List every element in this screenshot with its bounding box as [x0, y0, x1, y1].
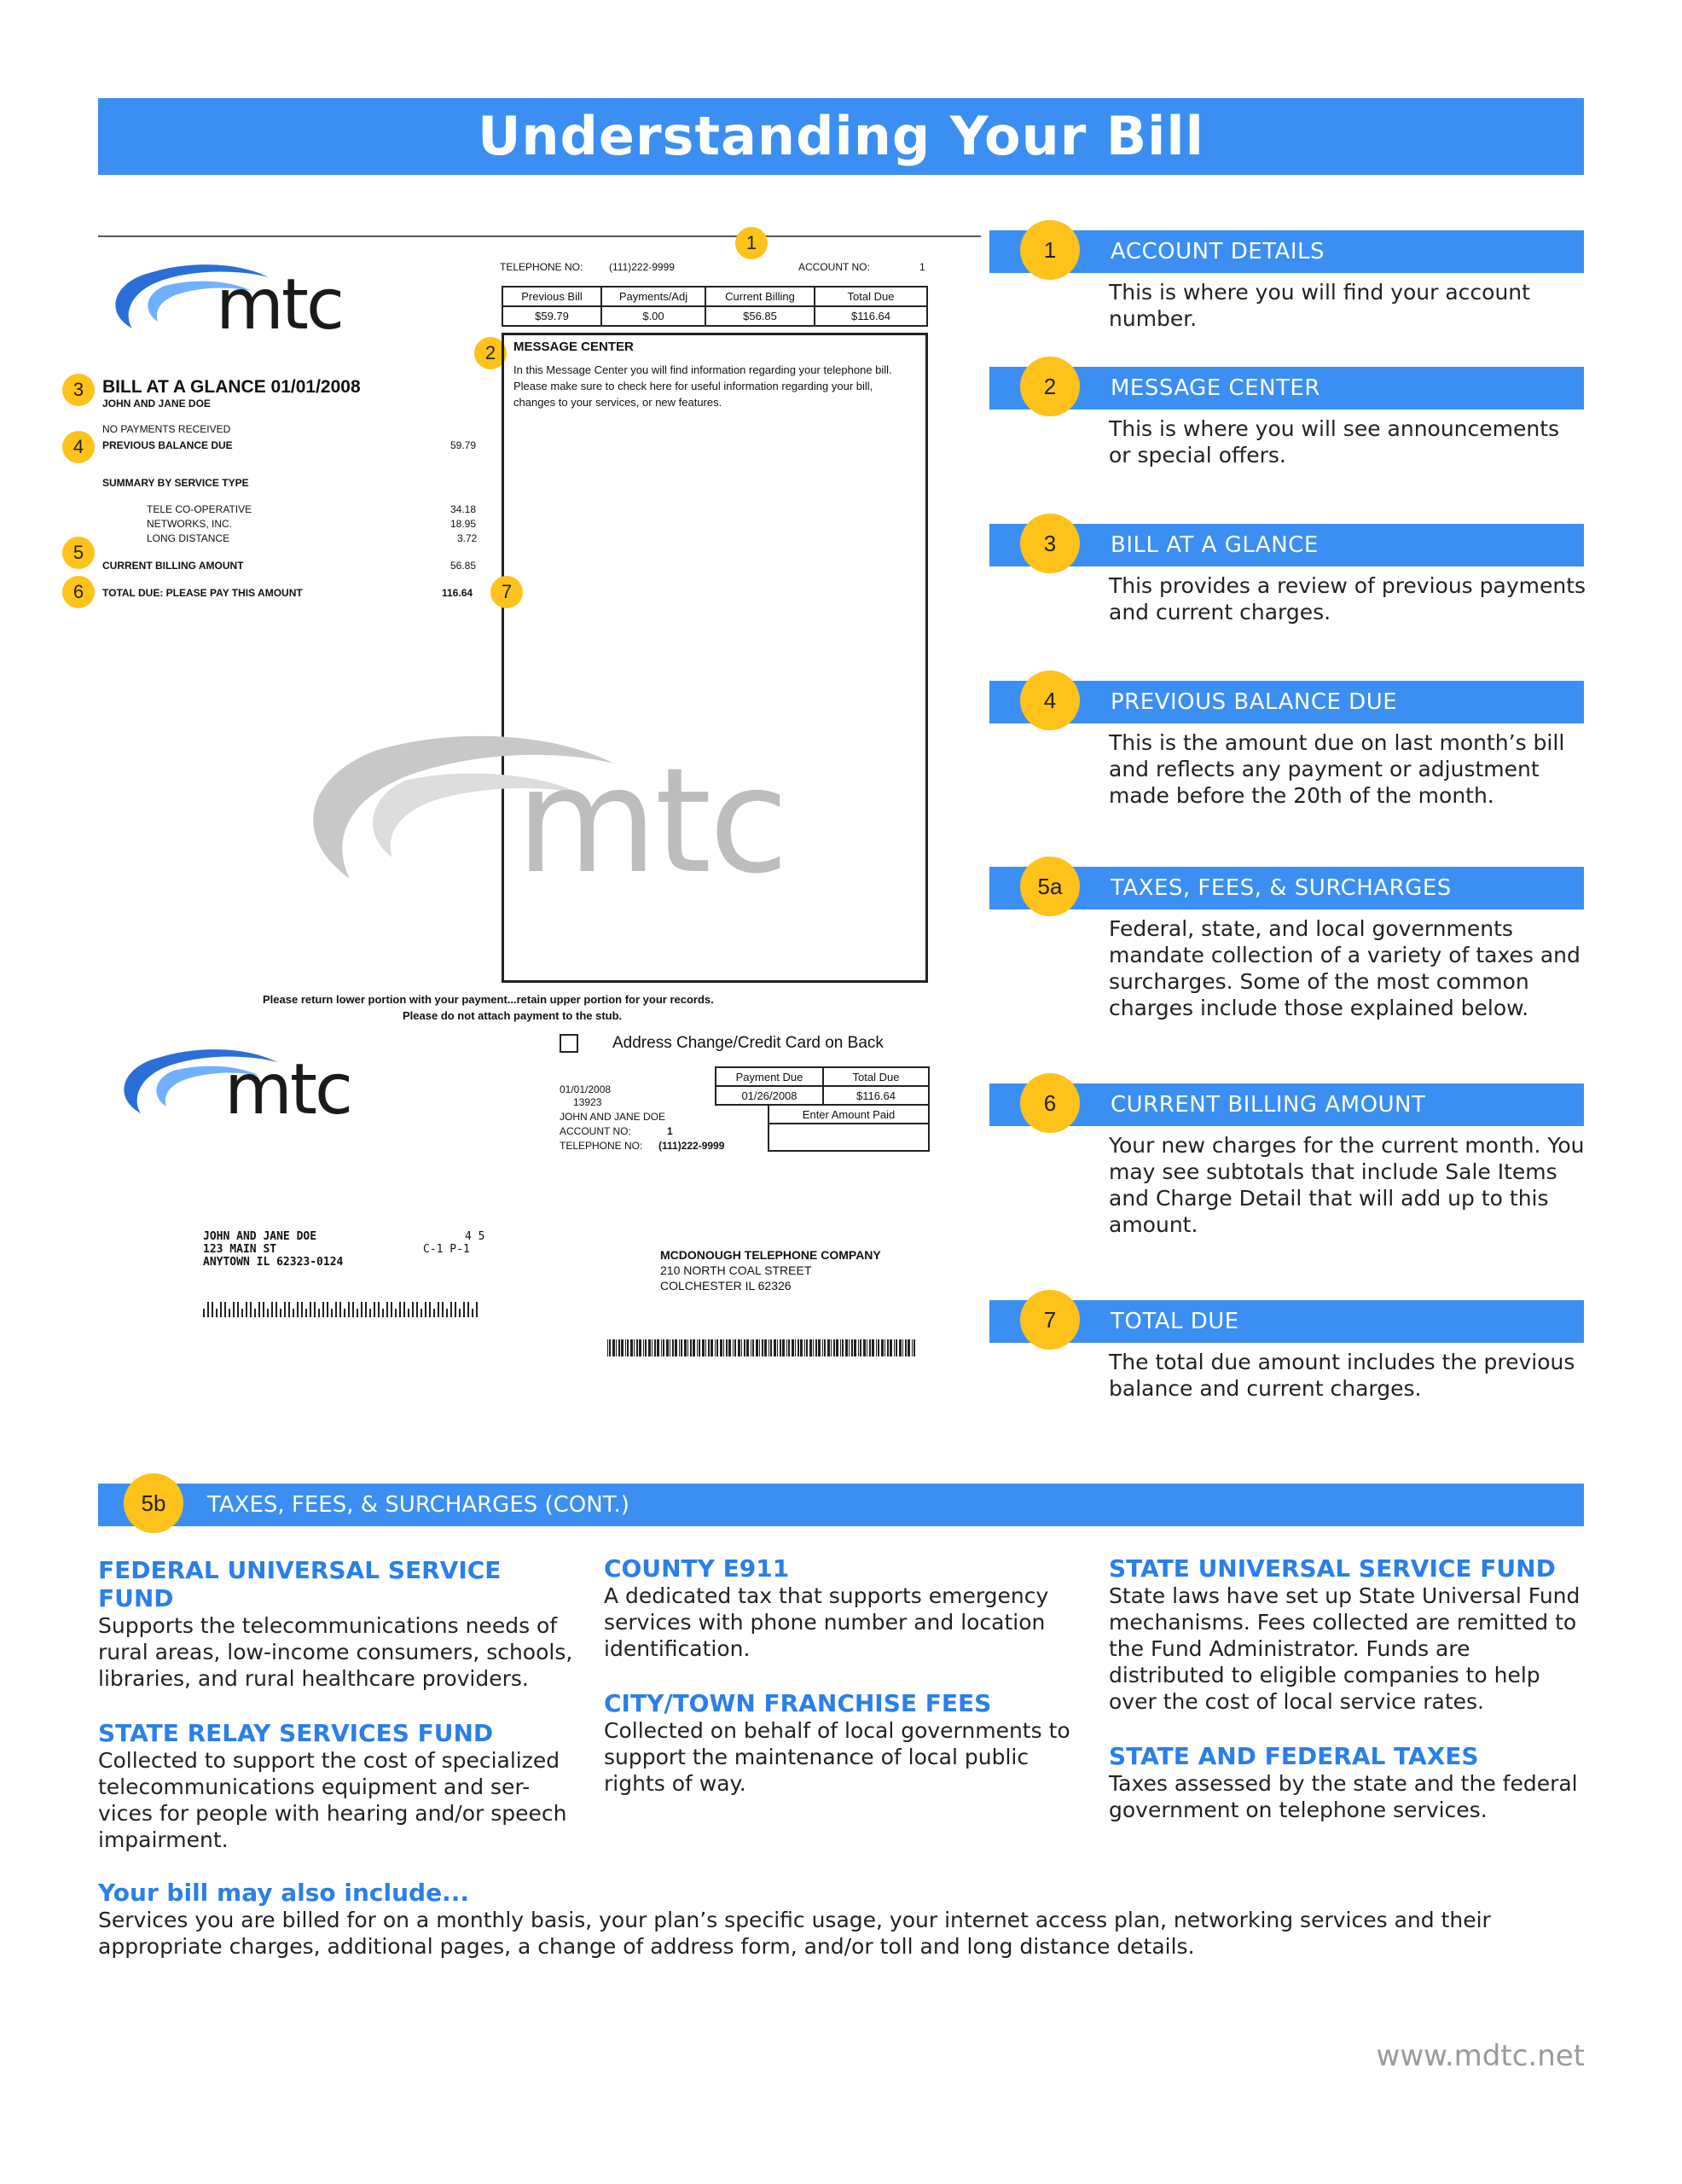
mtc-logo: mtc [98, 252, 354, 346]
title-banner [98, 98, 1584, 175]
enter-amount-label: Enter Amount Paid [768, 1104, 930, 1124]
no-payments: NO PAYMENTS RECEIVED [102, 423, 231, 435]
section-title: PREVIOUS BALANCE DUE [1111, 689, 1398, 715]
summary-header: Total Due [814, 286, 928, 307]
marker-1: 1 [735, 227, 768, 259]
section-body: This provides a review of previous payments and current charges. [1109, 573, 1586, 624]
service-amount: 3.72 [457, 532, 478, 544]
fee-body: State laws have set up State Universal Fund mechanisms. Fees collected are remitted to the Fund Administrator. Funds are distributed to eligible companies to help over the cost of local service rates. [1109, 1583, 1580, 1714]
stub-account-label: ACCOUNT NO: [560, 1125, 631, 1137]
section-title: MESSAGE CENTER [1111, 375, 1320, 401]
mailing-address: JOHN AND JANE DOE 123 MAIN ST ANYTOWN IL 62323-0124 [203, 1230, 344, 1269]
service-name: LONG DISTANCE [147, 532, 230, 544]
return-note: Please return lower portion with your payment...retain upper portion for your records. [263, 993, 714, 1006]
also-include [98, 1879, 1586, 1960]
marker-6: 6 [62, 576, 95, 608]
summary-label: SUMMARY BY SERVICE TYPE [102, 477, 249, 489]
service-amount: 18.95 [450, 518, 477, 530]
remit-address: MCDONOUGH TELEPHONE COMPANY 210 NORTH COAL STREET COLCHESTER IL 62326 [660, 1248, 881, 1292]
total-due-label: TOTAL DUE: PLEASE PAY THIS AMOUNT [102, 587, 303, 599]
section-marker: 6 [1020, 1073, 1080, 1133]
stub-table [715, 1066, 930, 1162]
summary-table [502, 286, 928, 328]
summary-value: $116.64 [814, 305, 928, 327]
section-body: The total due amount includes the previous balance and current charges. [1109, 1350, 1575, 1401]
cont-title: TAXES, FEES, & SURCHARGES (CONT.) [207, 1492, 629, 1518]
stub-total-due: $116.64 [822, 1085, 930, 1106]
previous-balance-label: PREVIOUS BALANCE DUE [102, 439, 233, 451]
footer-url[interactable]: www.mdtc.net [1376, 2039, 1585, 2073]
fee-body: Supports the telecommunications needs of rural areas, low-income consumers, schools, libraries, and rural healthcare providers. [98, 1613, 573, 1691]
section-marker: 1 [1020, 220, 1080, 280]
section-marker: 7 [1020, 1290, 1080, 1350]
service-amount: 34.18 [450, 503, 477, 515]
bill-top-rule [98, 235, 981, 237]
stub-code: 13923 [573, 1096, 602, 1108]
section-title: BILL AT A GLANCE [1111, 532, 1319, 558]
section-4-bar [989, 681, 1584, 723]
fee-body: A dedicated tax that supports emergency services with phone number and location identification. [604, 1583, 1049, 1661]
cont-col-2 [604, 1554, 1090, 1797]
scan-barcode [607, 1339, 916, 1356]
fee-heading: COUNTY E911 [604, 1554, 790, 1583]
stub-account: 1 [667, 1125, 673, 1137]
summary-value: $56.85 [705, 305, 815, 327]
stub-name: JOHN AND JANE DOE [560, 1111, 666, 1123]
watermark-logo: mtc [273, 717, 785, 904]
stub-total-due-label: Total Due [822, 1066, 930, 1087]
stub-phone-label: TELEPHONE NO: [560, 1140, 643, 1152]
section-6-bar [989, 1083, 1584, 1126]
cont-col-1 [98, 1556, 576, 1853]
section-body: This is where you will see announcements or special offers. [1109, 416, 1560, 468]
attach-note: Please do not attach payment to the stub. [403, 1009, 623, 1022]
fee-heading: STATE RELAY SERVICES FUND [98, 1719, 494, 1747]
marker-7: 7 [490, 576, 523, 608]
postal-barcode [203, 1302, 484, 1317]
section-1-bar [989, 230, 1584, 273]
total-due-value: 116.64 [442, 587, 473, 599]
address-change-checkbox[interactable] [560, 1034, 578, 1053]
section-marker: 5a [1020, 857, 1080, 916]
current-billing-label: CURRENT BILLING AMOUNT [102, 560, 244, 572]
stub-payment-due-label: Payment Due [715, 1066, 824, 1087]
bill-phone-label: TELEPHONE NO: [500, 261, 583, 273]
bill-account-label: ACCOUNT NO: [798, 261, 870, 273]
previous-balance-value: 59.79 [450, 439, 477, 451]
fee-body: Taxes assessed by the state and the federal government on telephone services. [1109, 1771, 1578, 1822]
stub-date: 01/01/2008 [560, 1083, 612, 1095]
marker-3: 3 [62, 374, 95, 406]
summary-header: Payments/Adj [600, 286, 706, 307]
fee-body: Collected on behalf of local governments to support the maintenance of local public rights of way. [604, 1718, 1070, 1796]
cont-col-3 [1109, 1554, 1586, 1823]
stub-mtc-logo: mtc [107, 1037, 362, 1130]
address-change-label: Address Change/Credit Card on Back [612, 1034, 884, 1052]
section-marker: 2 [1020, 357, 1080, 416]
message-center-text: In this Message Center you will find information regarding your telephone bill. Please make sure to check here for useful information regarding your bill, changes to your services, or new features. [513, 363, 892, 409]
section-body: This is the amount due on last month’s bill and reflects any payment or adjustment made before the 20th of the month. [1109, 730, 1565, 808]
section-marker: 5b [124, 1473, 183, 1533]
mail-code-1: 4 5 [465, 1230, 485, 1243]
page-title: Understanding Your Bill [478, 105, 1204, 167]
summary-header: Current Billing [705, 286, 815, 307]
fee-heading: FEDERAL UNIVERSAL SERVICE FUND [98, 1556, 502, 1612]
summary-header: Previous Bill [502, 286, 602, 307]
section-5a-bar [989, 867, 1584, 909]
section-title: ACCOUNT DETAILS [1111, 239, 1325, 264]
fee-heading: STATE UNIVERSAL SERVICE FUND [1109, 1554, 1556, 1583]
section-body: This is where you will find your account number. [1109, 280, 1530, 331]
section-body: Federal, state, and local governments mandate collection of a variety of taxes and surcharges. Some of the most common charges include those explained below. [1109, 916, 1580, 1020]
summary-value: $59.79 [502, 305, 602, 327]
section-body: Your new charges for the current month. You may see subtotals that include Sale Items and Charge Detail that will add up to this amount. [1109, 1133, 1585, 1237]
section-title: TAXES, FEES, & SURCHARGES [1111, 875, 1452, 901]
bill-account: 1 [919, 261, 925, 273]
stub-phone: (111)222-9999 [658, 1140, 725, 1152]
also-heading: Your bill may also include... [98, 1879, 469, 1907]
current-billing-value: 56.85 [450, 560, 477, 572]
section-title: CURRENT BILLING AMOUNT [1111, 1092, 1426, 1118]
glance-customer: JOHN AND JANE DOE [102, 398, 211, 410]
section-marker: 3 [1020, 514, 1080, 573]
also-body: Services you are billed for on a monthly basis, your plan’s specific usage, your internet access plan, networking services and their appropriate charges, additional pages, a change of address form, and/or toll and long distance details. [98, 1908, 1491, 1959]
service-name: NETWORKS, INC. [147, 518, 233, 530]
mail-code-2: C-1 P-1 [423, 1243, 470, 1256]
section-2-bar [989, 367, 1584, 410]
marker-2: 2 [474, 337, 507, 369]
fee-body: Collected to support the cost of specialized telecommunications equipment and ser-vices for people with hearing and/or speech impairment. [98, 1748, 567, 1852]
section-title: TOTAL DUE [1111, 1309, 1239, 1334]
bill-phone: (111)222-9999 [609, 261, 675, 273]
service-name: TELE CO-OPERATIVE [147, 503, 252, 515]
section-marker: 4 [1020, 671, 1080, 730]
marker-5: 5 [62, 537, 95, 569]
enter-amount-field[interactable] [768, 1123, 930, 1152]
fee-heading: CITY/TOWN FRANCHISE FEES [604, 1689, 992, 1717]
message-center-title: MESSAGE CENTER [513, 340, 634, 354]
cont-bar [98, 1484, 1584, 1526]
section-3-bar [989, 524, 1584, 566]
glance-title: BILL AT A GLANCE 01/01/2008 [102, 377, 361, 397]
fee-heading: STATE AND FEDERAL TAXES [1109, 1742, 1479, 1770]
marker-4: 4 [62, 431, 95, 463]
stub-payment-due: 01/26/2008 [715, 1085, 824, 1106]
section-7-bar [989, 1300, 1584, 1343]
summary-value: $.00 [600, 305, 706, 327]
